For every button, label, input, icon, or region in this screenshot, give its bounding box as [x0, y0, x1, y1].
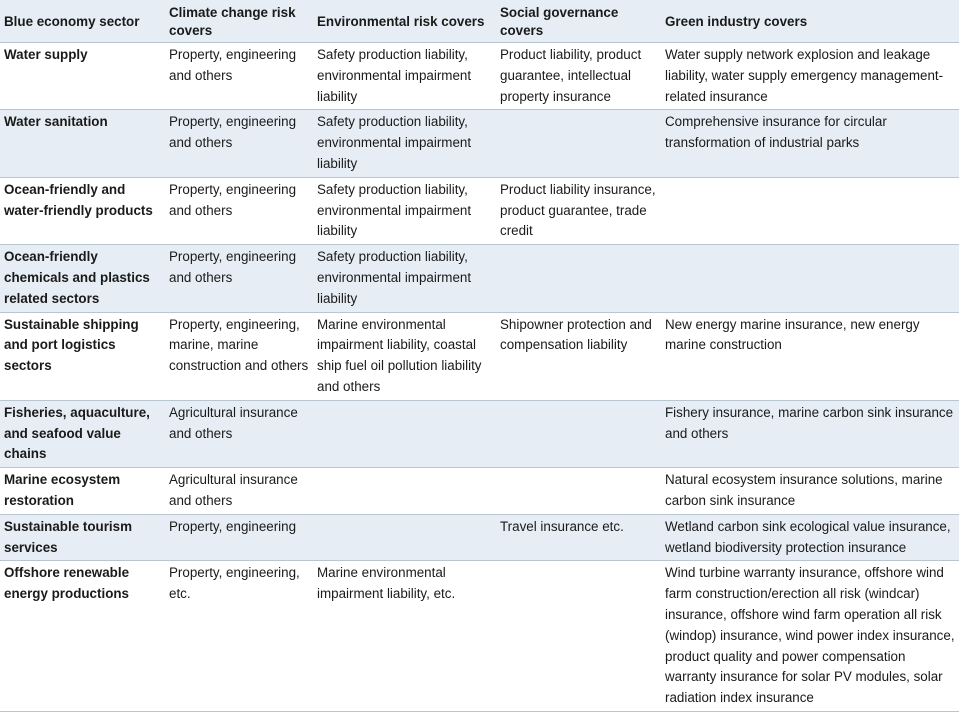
climate-cell: Agricultural insurance and others [169, 472, 298, 508]
social-cell [496, 110, 661, 177]
header-environmental-risk-covers: Environmental risk covers [317, 14, 485, 29]
green-cell: New energy marine insurance, new energy marine construction [665, 316, 920, 353]
climate-cell: Property, engineering and others [169, 47, 297, 83]
table-row [0, 514, 959, 561]
sector-cell: Marine ecosystem restoration [4, 472, 121, 508]
table-row [0, 561, 959, 712]
social-cell: Product liability, product guarantee, intellectual property insurance [500, 47, 642, 104]
green-cell [661, 245, 959, 312]
table-row [0, 245, 959, 312]
green-cell [661, 177, 959, 244]
environmental-cell: Safety production liability, environmental impairment liability [317, 47, 472, 104]
table-row [0, 400, 959, 467]
environmental-cell: Safety production liability, environmental impairment liability [317, 181, 472, 239]
climate-cell: Property, engineering [169, 518, 297, 534]
social-cell [496, 245, 661, 312]
climate-cell: Property, engineering and others [169, 114, 297, 151]
sector-cell: Sustainable shipping and port logistics sectors [4, 316, 139, 374]
environmental-cell [313, 400, 496, 467]
green-cell: Natural ecosystem insurance solutions, marine carbon sink insurance [665, 472, 943, 508]
climate-cell: Property, engineering, marine, marine construction and others [169, 316, 309, 374]
climate-cell: Property, engineering and others [169, 249, 297, 285]
table-row [0, 177, 959, 244]
social-cell: Product liability insurance, product guarantee, trade credit [500, 181, 656, 239]
table-row [0, 312, 959, 400]
green-cell: Wetland carbon sink ecological value insurance, wetland biodiversity protection insurance [665, 518, 951, 555]
header-climate-change-risk-covers: Climate change risk covers [169, 5, 296, 38]
table-header-row [0, 0, 959, 43]
environmental-cell: Marine environmental impairment liability, etc. [317, 565, 456, 602]
green-cell: Wind turbine warranty insurance, offshore wind farm construction/erection all risk (windcar) insurance, offshore wind farm operation all risk (windop) insurance, wind power index insurance, product quality and power compensation warranty insurance for solar PV modules, solar radiation index insurance [665, 565, 955, 706]
sector-cell: Fisheries, aquaculture, and seafood value chains [4, 404, 150, 462]
sector-cell: Sustainable tourism services [4, 518, 132, 555]
environmental-cell: Safety production liability, environmental impairment liability [317, 249, 472, 306]
environmental-cell: Safety production liability, environmental impairment liability [317, 114, 472, 171]
environmental-cell: Marine environmental impairment liability, coastal ship fuel oil pollution liability and others [317, 316, 482, 394]
social-cell [496, 400, 661, 467]
social-cell [496, 561, 661, 712]
green-cell: Fishery insurance, marine carbon sink insurance and others [665, 404, 954, 441]
table-row [0, 110, 959, 177]
climate-cell: Property, engineering, etc. [169, 565, 300, 602]
header-blue-economy-sector: Blue economy sector [4, 14, 140, 29]
sector-cell: Water sanitation [4, 114, 108, 130]
environmental-cell [313, 468, 496, 515]
sector-cell: Water supply [4, 47, 88, 62]
climate-cell: Property, engineering and others [169, 181, 297, 218]
green-cell: Water supply network explosion and leakage liability, water supply emergency management-related insurance [665, 47, 944, 104]
social-cell [496, 468, 661, 515]
social-cell: Travel insurance etc. [500, 518, 624, 534]
table-row [0, 468, 959, 515]
social-cell: Shipowner protection and compensation liability [500, 316, 652, 353]
climate-cell: Agricultural insurance and others [169, 404, 298, 441]
table-row [0, 43, 959, 110]
sector-cell: Ocean-friendly chemicals and plastics related sectors [4, 249, 150, 306]
sector-cell: Ocean-friendly and water-friendly products [4, 181, 153, 218]
header-green-industry-covers: Green industry covers [665, 14, 808, 29]
sector-cell: Offshore renewable energy productions [4, 565, 130, 602]
header-social-governance-covers: Social governance covers [500, 5, 619, 38]
green-cell: Comprehensive insurance for circular transformation of industrial parks [665, 114, 887, 151]
environmental-cell [313, 514, 496, 561]
